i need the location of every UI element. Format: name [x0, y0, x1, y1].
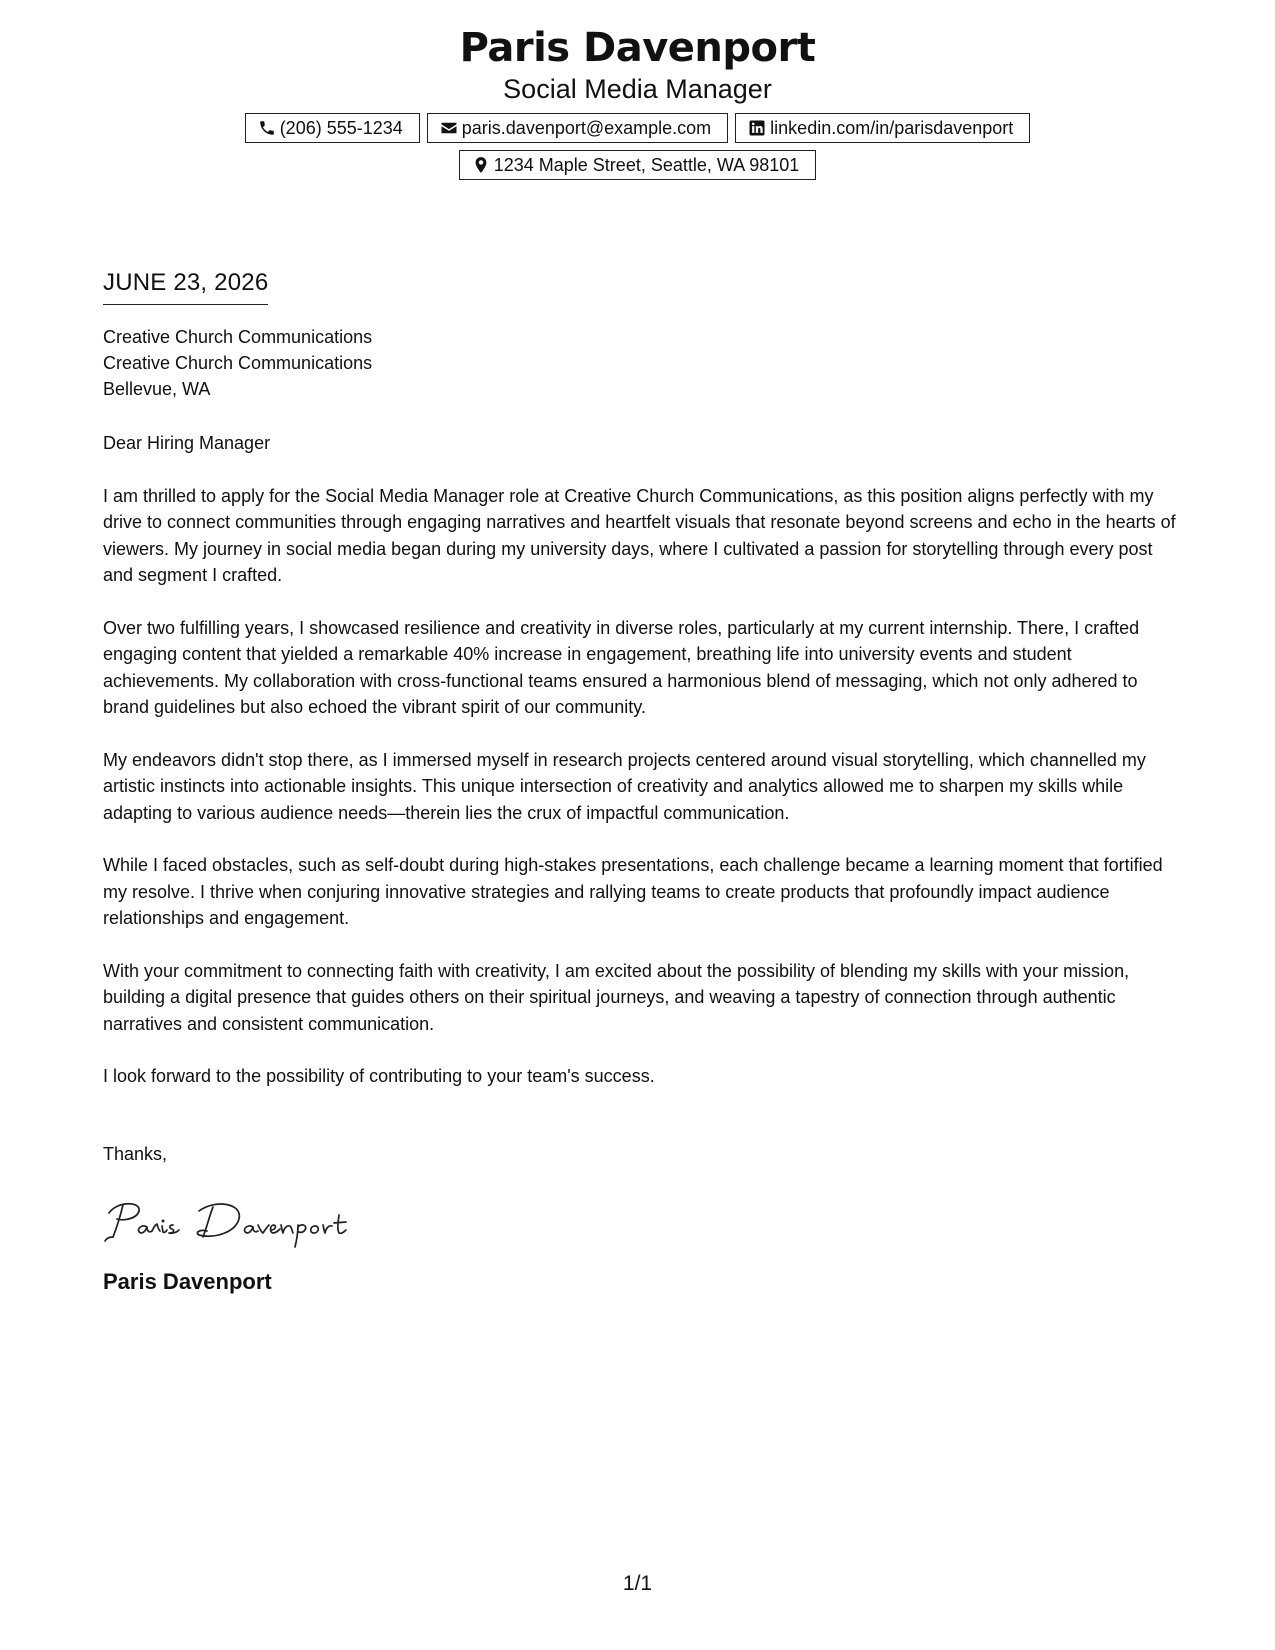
- phone-icon: [258, 119, 276, 137]
- letter-header: [0, 22, 1275, 180]
- closing: Thanks,: [103, 1143, 168, 1164]
- phone-contact[interactable]: [245, 113, 420, 143]
- signature-image: [103, 1197, 373, 1249]
- salutation: Dear Hiring Manager: [103, 433, 271, 453]
- linkedin-url: linkedin.com/in/parisdavenport: [770, 117, 1014, 138]
- linkedin-icon: [748, 119, 766, 137]
- envelope-icon: [440, 119, 458, 137]
- recipient-line: Bellevue, WA: [103, 379, 211, 399]
- body-paragraph: With your commitment to connecting faith with creativity, I am excited about the possibility of blending my skills with your mission, building a digital presence that guides others on their spiritual journeys, and weaving a tapestry of connection through authentic narratives and consistent communication.: [103, 960, 1130, 1034]
- letter-body: [103, 268, 1178, 1296]
- body-paragraph: My endeavors didn't stop there, as I immersed myself in research projects centered around visual storytelling, which channelled my artistic instincts into actionable insights. This unique intersection of creativity and analytics allowed me to sharpen my skills while adapting to various audience needs—therein lies the crux of impactful communication.: [103, 749, 1146, 823]
- letter-date: JUNE 23, 2026: [103, 268, 268, 305]
- recipient-line: Creative Church Communications: [103, 327, 373, 347]
- recipient-line: Creative Church Communications: [103, 353, 373, 373]
- recipient-block: [103, 324, 1178, 402]
- body-paragraph: While I faced obstacles, such as self-doubt during high-stakes presentations, each challenge became a learning moment that fortified my resolve. I thrive when conjuring innovative strategies and rallying teams to create products that profoundly impact audience relationships and engagement.: [103, 855, 1163, 928]
- contact-row: [0, 113, 1275, 143]
- phone-number: (206) 555-1234: [279, 117, 403, 138]
- applicant-name: Paris Davenport: [459, 25, 816, 71]
- handwritten-signature: [103, 1197, 1178, 1249]
- email-address: paris.davenport@example.com: [461, 117, 712, 138]
- body-paragraph: I look forward to the possibility of contributing to your team's success.: [103, 1066, 655, 1086]
- address-row: [0, 150, 1275, 180]
- body-paragraph: I am thrilled to apply for the Social Media Manager role at Creative Church Communications, as this position aligns perfectly with my drive to connect communities through engaging narratives and heartfelt visuals that resonate beyond screens and echo in the hearts of viewers. My journey in social media began during my university days, where I cultivated a passion for storytelling through every post and segment I crafted.: [103, 485, 1176, 585]
- page-number: 1/1: [622, 1572, 653, 1595]
- street-address: 1234 Maple Street, Seattle, WA 98101: [493, 154, 800, 175]
- email-contact[interactable]: [427, 113, 728, 143]
- linkedin-contact[interactable]: [735, 113, 1030, 143]
- signer-name: Paris Davenport: [103, 1269, 272, 1294]
- map-pin-icon: [472, 156, 490, 174]
- body-paragraph: Over two fulfilling years, I showcased resilience and creativity in diverse roles, particularly at my current internship. There, I crafted engaging content that yielded a remarkable 40% increase in engagement, breathing life into university events and student achievements. My collaboration with cross-functional teams ensured a harmonious blend of messaging, which not only adhered to brand guidelines but also echoed the vibrant spirit of our community.: [103, 617, 1140, 717]
- applicant-title: Social Media Manager: [503, 74, 772, 104]
- address-contact: [459, 150, 817, 180]
